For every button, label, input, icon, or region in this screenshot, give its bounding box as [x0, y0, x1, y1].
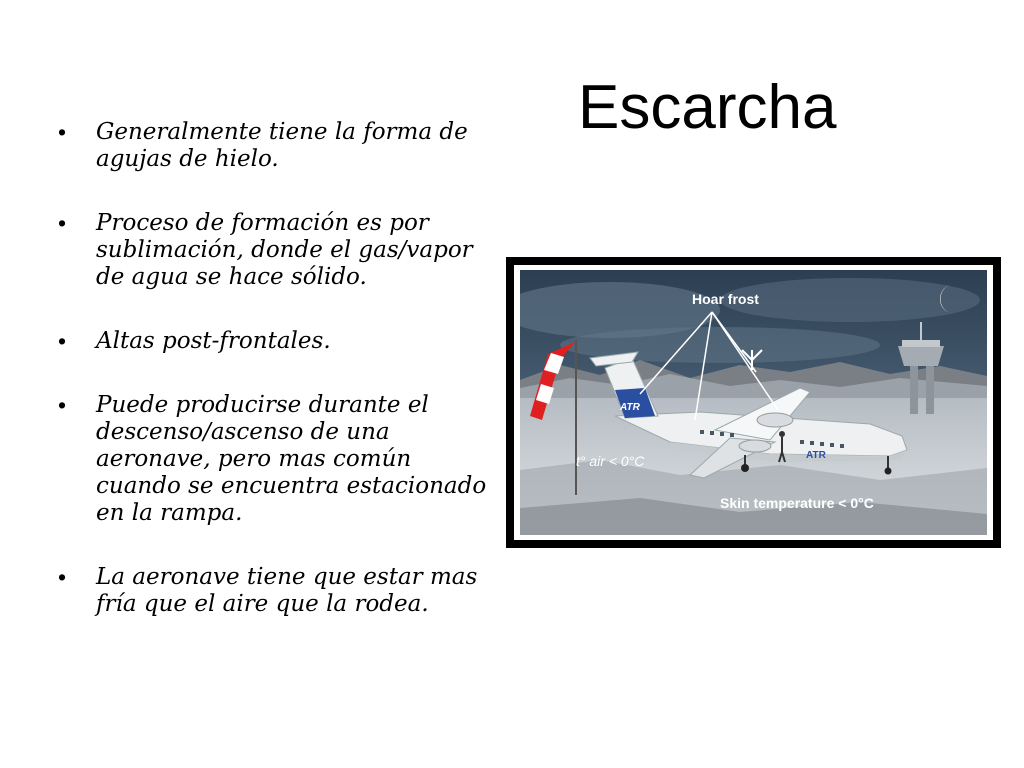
slide-title: Escarcha	[578, 73, 837, 142]
bullet-item: • Generalmente tiene la forma de agujas de hielo.	[58, 119, 498, 173]
hoar-frost-label: Hoar frost	[692, 291, 759, 307]
air-temperature-label: t° air < 0°C	[576, 453, 645, 469]
bullet-item: • Puede producirse durante el descenso/ascenso de una aeronave, pero mas común cuando se encuentra estacionado en la rampa.	[58, 392, 498, 527]
illustration-inner	[514, 265, 993, 540]
tail-logo: ATR	[620, 402, 640, 413]
bullet-item: • La aeronave tiene que estar mas fría que el aire que la rodea.	[58, 564, 498, 618]
illustration-svg	[520, 270, 987, 535]
cloud	[720, 278, 980, 322]
bullet-list	[58, 119, 498, 655]
bullet-item: • Proceso de formación es por sublimación, donde el gas/vapor de agua se hace sólido.	[58, 210, 498, 291]
hoar-frost-illustration	[506, 257, 1001, 548]
skin-temperature-label: Skin temperature < 0°C	[720, 495, 874, 511]
fuselage-logo: ATR	[806, 450, 826, 461]
bullet-item: • Altas post-frontales.	[58, 328, 498, 355]
